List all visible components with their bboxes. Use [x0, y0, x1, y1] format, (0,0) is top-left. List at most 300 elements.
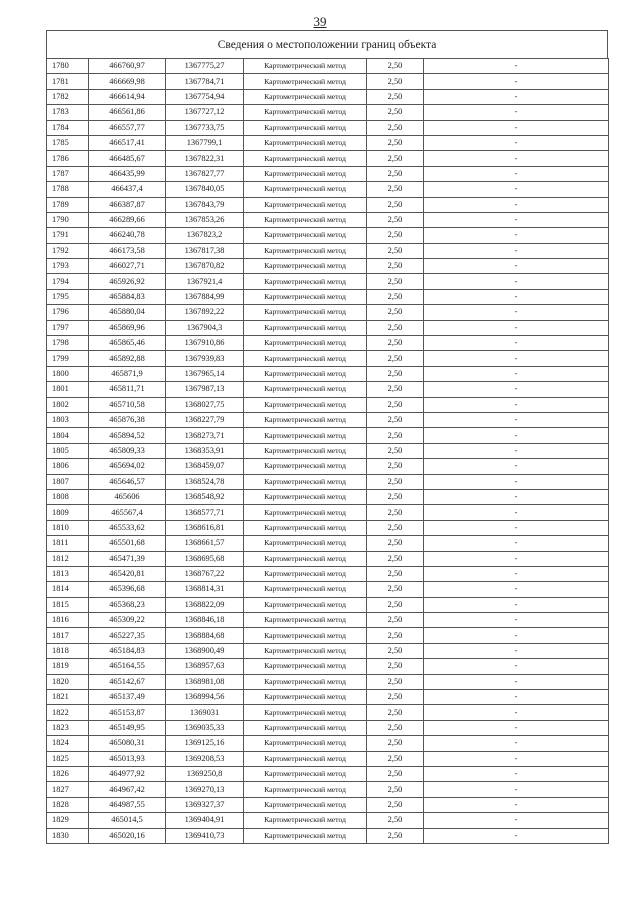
description-cell: - — [424, 613, 609, 628]
table-row — [47, 382, 609, 397]
y-coordinate-cell: 1368661,57 — [166, 536, 244, 551]
point-number-cell: 1794 — [47, 274, 89, 289]
point-number-cell: 1783 — [47, 105, 89, 120]
description-cell: - — [424, 182, 609, 197]
table-row — [47, 536, 609, 551]
method-cell: Картометрический метод — [244, 813, 367, 828]
table-row — [47, 674, 609, 689]
x-coordinate-cell: 466669,98 — [89, 74, 166, 89]
y-coordinate-cell: 1367827,77 — [166, 166, 244, 181]
y-coordinate-cell: 1367754,94 — [166, 89, 244, 104]
point-number-cell: 1791 — [47, 228, 89, 243]
description-cell: - — [424, 412, 609, 427]
y-coordinate-cell: 1367822,31 — [166, 151, 244, 166]
y-coordinate-cell: 1369404,91 — [166, 813, 244, 828]
y-coordinate-cell: 1368273,71 — [166, 428, 244, 443]
table-row — [47, 166, 609, 181]
point-number-cell: 1788 — [47, 182, 89, 197]
point-number-cell: 1795 — [47, 289, 89, 304]
accuracy-cell: 2,50 — [367, 243, 424, 258]
y-coordinate-cell: 1368994,56 — [166, 690, 244, 705]
accuracy-cell: 2,50 — [367, 274, 424, 289]
accuracy-cell: 2,50 — [367, 705, 424, 720]
x-coordinate-cell: 466485,67 — [89, 151, 166, 166]
point-number-cell: 1782 — [47, 89, 89, 104]
method-cell: Картометрический метод — [244, 151, 367, 166]
x-coordinate-cell: 465137,49 — [89, 690, 166, 705]
accuracy-cell: 2,50 — [367, 366, 424, 381]
accuracy-cell: 2,50 — [367, 505, 424, 520]
description-cell: - — [424, 566, 609, 581]
y-coordinate-cell: 1368767,22 — [166, 566, 244, 581]
point-number-cell: 1780 — [47, 59, 89, 74]
table-row — [47, 813, 609, 828]
point-number-cell: 1830 — [47, 828, 89, 843]
description-cell: - — [424, 135, 609, 150]
accuracy-cell: 2,50 — [367, 74, 424, 89]
method-cell: Картометрический метод — [244, 259, 367, 274]
method-cell: Картометрический метод — [244, 397, 367, 412]
point-number-cell: 1809 — [47, 505, 89, 520]
table-row — [47, 351, 609, 366]
accuracy-cell: 2,50 — [367, 597, 424, 612]
x-coordinate-cell: 466561,86 — [89, 105, 166, 120]
x-coordinate-cell: 466289,66 — [89, 212, 166, 227]
method-cell: Картометрический метод — [244, 305, 367, 320]
table-row — [47, 566, 609, 581]
table-row — [47, 505, 609, 520]
method-cell: Картометрический метод — [244, 443, 367, 458]
accuracy-cell: 2,50 — [367, 151, 424, 166]
table-row — [47, 289, 609, 304]
table-row — [47, 643, 609, 658]
table-row — [47, 197, 609, 212]
method-cell: Картометрический метод — [244, 412, 367, 427]
point-number-cell: 1823 — [47, 720, 89, 735]
point-number-cell: 1793 — [47, 259, 89, 274]
accuracy-cell: 2,50 — [367, 690, 424, 705]
description-cell: - — [424, 382, 609, 397]
table-title: Сведения о местоположении границ объекта — [46, 30, 608, 58]
description-cell: - — [424, 690, 609, 705]
x-coordinate-cell: 466387,87 — [89, 197, 166, 212]
x-coordinate-cell: 465694,02 — [89, 459, 166, 474]
y-coordinate-cell: 1369035,33 — [166, 720, 244, 735]
accuracy-cell: 2,50 — [367, 412, 424, 427]
y-coordinate-cell: 1369410,73 — [166, 828, 244, 843]
accuracy-cell: 2,50 — [367, 259, 424, 274]
y-coordinate-cell: 1367904,3 — [166, 320, 244, 335]
table-row — [47, 259, 609, 274]
accuracy-cell: 2,50 — [367, 751, 424, 766]
x-coordinate-cell: 465420,81 — [89, 566, 166, 581]
method-cell: Картометрический метод — [244, 274, 367, 289]
description-cell: - — [424, 151, 609, 166]
table-row — [47, 135, 609, 150]
y-coordinate-cell: 1367965,14 — [166, 366, 244, 381]
y-coordinate-cell: 1368548,92 — [166, 489, 244, 504]
table-row — [47, 690, 609, 705]
description-cell: - — [424, 289, 609, 304]
accuracy-cell: 2,50 — [367, 443, 424, 458]
x-coordinate-cell: 465164,55 — [89, 659, 166, 674]
y-coordinate-cell: 1369270,13 — [166, 782, 244, 797]
accuracy-cell: 2,50 — [367, 305, 424, 320]
x-coordinate-cell: 465396,68 — [89, 582, 166, 597]
table-row — [47, 305, 609, 320]
table-row — [47, 520, 609, 535]
point-number-cell: 1801 — [47, 382, 89, 397]
method-cell: Картометрический метод — [244, 105, 367, 120]
accuracy-cell: 2,50 — [367, 659, 424, 674]
method-cell: Картометрический метод — [244, 428, 367, 443]
method-cell: Картометрический метод — [244, 690, 367, 705]
description-cell: - — [424, 166, 609, 181]
x-coordinate-cell: 466557,77 — [89, 120, 166, 135]
method-cell: Картометрический метод — [244, 166, 367, 181]
y-coordinate-cell: 1368027,75 — [166, 397, 244, 412]
description-cell: - — [424, 674, 609, 689]
point-number-cell: 1829 — [47, 813, 89, 828]
y-coordinate-cell: 1369327,37 — [166, 797, 244, 812]
point-number-cell: 1813 — [47, 566, 89, 581]
table-row — [47, 105, 609, 120]
accuracy-cell: 2,50 — [367, 643, 424, 658]
description-cell: - — [424, 628, 609, 643]
point-number-cell: 1804 — [47, 428, 89, 443]
table-row — [47, 720, 609, 735]
table-row — [47, 397, 609, 412]
table-row — [47, 228, 609, 243]
method-cell: Картометрический метод — [244, 782, 367, 797]
y-coordinate-cell: 1368227,79 — [166, 412, 244, 427]
y-coordinate-cell: 1368822,09 — [166, 597, 244, 612]
method-cell: Картометрический метод — [244, 582, 367, 597]
accuracy-cell: 2,50 — [367, 582, 424, 597]
y-coordinate-cell: 1367892,22 — [166, 305, 244, 320]
method-cell: Картометрический метод — [244, 289, 367, 304]
description-cell: - — [424, 489, 609, 504]
table-row — [47, 751, 609, 766]
x-coordinate-cell: 465309,22 — [89, 613, 166, 628]
table-row — [47, 320, 609, 335]
table-row — [47, 120, 609, 135]
point-number-cell: 1802 — [47, 397, 89, 412]
x-coordinate-cell: 465149,95 — [89, 720, 166, 735]
method-cell: Картометрический метод — [244, 736, 367, 751]
table-row — [47, 274, 609, 289]
description-cell: - — [424, 659, 609, 674]
method-cell: Картометрический метод — [244, 366, 367, 381]
accuracy-cell: 2,50 — [367, 782, 424, 797]
y-coordinate-cell: 1367843,79 — [166, 197, 244, 212]
x-coordinate-cell: 465142,67 — [89, 674, 166, 689]
x-coordinate-cell: 465020,16 — [89, 828, 166, 843]
description-cell: - — [424, 813, 609, 828]
accuracy-cell: 2,50 — [367, 135, 424, 150]
x-coordinate-cell: 464977,92 — [89, 766, 166, 781]
x-coordinate-cell: 465567,4 — [89, 505, 166, 520]
method-cell: Картометрический метод — [244, 628, 367, 643]
description-cell: - — [424, 197, 609, 212]
description-cell: - — [424, 459, 609, 474]
point-number-cell: 1787 — [47, 166, 89, 181]
method-cell: Картометрический метод — [244, 797, 367, 812]
accuracy-cell: 2,50 — [367, 766, 424, 781]
method-cell: Картометрический метод — [244, 766, 367, 781]
table-row — [47, 443, 609, 458]
table-row — [47, 59, 609, 74]
y-coordinate-cell: 1367853,26 — [166, 212, 244, 227]
method-cell: Картометрический метод — [244, 243, 367, 258]
method-cell: Картометрический метод — [244, 351, 367, 366]
accuracy-cell: 2,50 — [367, 566, 424, 581]
table-row — [47, 797, 609, 812]
x-coordinate-cell: 465606 — [89, 489, 166, 504]
coordinates-table-body — [47, 59, 609, 844]
table-row — [47, 766, 609, 781]
x-coordinate-cell: 466437,4 — [89, 182, 166, 197]
method-cell: Картометрический метод — [244, 382, 367, 397]
method-cell: Картометрический метод — [244, 705, 367, 720]
point-number-cell: 1796 — [47, 305, 89, 320]
description-cell: - — [424, 536, 609, 551]
point-number-cell: 1799 — [47, 351, 89, 366]
x-coordinate-cell: 465014,5 — [89, 813, 166, 828]
x-coordinate-cell: 464987,55 — [89, 797, 166, 812]
method-cell: Картометрический метод — [244, 551, 367, 566]
table-row — [47, 828, 609, 843]
x-coordinate-cell: 466027,71 — [89, 259, 166, 274]
point-number-cell: 1798 — [47, 336, 89, 351]
table-row — [47, 212, 609, 227]
method-cell: Картометрический метод — [244, 720, 367, 735]
description-cell: - — [424, 736, 609, 751]
point-number-cell: 1792 — [47, 243, 89, 258]
description-cell: - — [424, 74, 609, 89]
description-cell: - — [424, 766, 609, 781]
point-number-cell: 1800 — [47, 366, 89, 381]
point-number-cell: 1824 — [47, 736, 89, 751]
accuracy-cell: 2,50 — [367, 397, 424, 412]
description-cell: - — [424, 336, 609, 351]
accuracy-cell: 2,50 — [367, 813, 424, 828]
description-cell: - — [424, 474, 609, 489]
accuracy-cell: 2,50 — [367, 197, 424, 212]
x-coordinate-cell: 465368,23 — [89, 597, 166, 612]
y-coordinate-cell: 1367817,38 — [166, 243, 244, 258]
x-coordinate-cell: 465869,96 — [89, 320, 166, 335]
point-number-cell: 1806 — [47, 459, 89, 474]
method-cell: Картометрический метод — [244, 182, 367, 197]
accuracy-cell: 2,50 — [367, 520, 424, 535]
y-coordinate-cell: 1367870,82 — [166, 259, 244, 274]
y-coordinate-cell: 1369208,53 — [166, 751, 244, 766]
y-coordinate-cell: 1368695,68 — [166, 551, 244, 566]
point-number-cell: 1811 — [47, 536, 89, 551]
method-cell: Картометрический метод — [244, 674, 367, 689]
description-cell: - — [424, 305, 609, 320]
y-coordinate-cell: 1368884,68 — [166, 628, 244, 643]
description-cell: - — [424, 643, 609, 658]
accuracy-cell: 2,50 — [367, 351, 424, 366]
accuracy-cell: 2,50 — [367, 182, 424, 197]
method-cell: Картометрический метод — [244, 566, 367, 581]
method-cell: Картометрический метод — [244, 520, 367, 535]
method-cell: Картометрический метод — [244, 228, 367, 243]
description-cell: - — [424, 105, 609, 120]
table-row — [47, 597, 609, 612]
accuracy-cell: 2,50 — [367, 674, 424, 689]
point-number-cell: 1785 — [47, 135, 89, 150]
table-row — [47, 551, 609, 566]
accuracy-cell: 2,50 — [367, 382, 424, 397]
table-row — [47, 736, 609, 751]
point-number-cell: 1828 — [47, 797, 89, 812]
x-coordinate-cell: 466614,94 — [89, 89, 166, 104]
table-row — [47, 489, 609, 504]
accuracy-cell: 2,50 — [367, 628, 424, 643]
point-number-cell: 1781 — [47, 74, 89, 89]
x-coordinate-cell: 465876,38 — [89, 412, 166, 427]
coordinates-table — [46, 58, 609, 844]
method-cell: Картометрический метод — [244, 320, 367, 335]
y-coordinate-cell: 1368353,91 — [166, 443, 244, 458]
x-coordinate-cell: 465646,57 — [89, 474, 166, 489]
description-cell: - — [424, 366, 609, 381]
x-coordinate-cell: 465227,35 — [89, 628, 166, 643]
description-cell: - — [424, 597, 609, 612]
description-cell: - — [424, 259, 609, 274]
accuracy-cell: 2,50 — [367, 166, 424, 181]
description-cell: - — [424, 212, 609, 227]
accuracy-cell: 2,50 — [367, 536, 424, 551]
y-coordinate-cell: 1369031 — [166, 705, 244, 720]
table-row — [47, 366, 609, 381]
method-cell: Картометрический метод — [244, 828, 367, 843]
point-number-cell: 1808 — [47, 489, 89, 504]
y-coordinate-cell: 1368900,49 — [166, 643, 244, 658]
accuracy-cell: 2,50 — [367, 736, 424, 751]
point-number-cell: 1803 — [47, 412, 89, 427]
description-cell: - — [424, 520, 609, 535]
method-cell: Картометрический метод — [244, 120, 367, 135]
description-cell: - — [424, 59, 609, 74]
y-coordinate-cell: 1367733,75 — [166, 120, 244, 135]
x-coordinate-cell: 465471,39 — [89, 551, 166, 566]
table-row — [47, 474, 609, 489]
method-cell: Картометрический метод — [244, 89, 367, 104]
description-cell: - — [424, 89, 609, 104]
table-row — [47, 628, 609, 643]
x-coordinate-cell: 465533,62 — [89, 520, 166, 535]
accuracy-cell: 2,50 — [367, 489, 424, 504]
point-number-cell: 1797 — [47, 320, 89, 335]
point-number-cell: 1819 — [47, 659, 89, 674]
method-cell: Картометрический метод — [244, 474, 367, 489]
method-cell: Картометрический метод — [244, 536, 367, 551]
point-number-cell: 1812 — [47, 551, 89, 566]
description-cell: - — [424, 428, 609, 443]
table-row — [47, 182, 609, 197]
method-cell: Картометрический метод — [244, 751, 367, 766]
y-coordinate-cell: 1367840,05 — [166, 182, 244, 197]
description-cell: - — [424, 782, 609, 797]
accuracy-cell: 2,50 — [367, 797, 424, 812]
x-coordinate-cell: 465865,46 — [89, 336, 166, 351]
description-cell: - — [424, 720, 609, 735]
table-row — [47, 582, 609, 597]
point-number-cell: 1784 — [47, 120, 89, 135]
table-row — [47, 412, 609, 427]
description-cell: - — [424, 351, 609, 366]
x-coordinate-cell: 465884,83 — [89, 289, 166, 304]
boundary-table-sheet — [46, 30, 608, 844]
x-coordinate-cell: 465894,52 — [89, 428, 166, 443]
point-number-cell: 1816 — [47, 613, 89, 628]
accuracy-cell: 2,50 — [367, 228, 424, 243]
y-coordinate-cell: 1369125,16 — [166, 736, 244, 751]
point-number-cell: 1807 — [47, 474, 89, 489]
x-coordinate-cell: 466517,41 — [89, 135, 166, 150]
table-row — [47, 428, 609, 443]
x-coordinate-cell: 465926,92 — [89, 274, 166, 289]
description-cell: - — [424, 797, 609, 812]
x-coordinate-cell: 465871,9 — [89, 366, 166, 381]
y-coordinate-cell: 1367987,13 — [166, 382, 244, 397]
table-row — [47, 705, 609, 720]
x-coordinate-cell: 466435,99 — [89, 166, 166, 181]
x-coordinate-cell: 466240,78 — [89, 228, 166, 243]
y-coordinate-cell: 1368814,31 — [166, 582, 244, 597]
method-cell: Картометрический метод — [244, 197, 367, 212]
x-coordinate-cell: 465080,31 — [89, 736, 166, 751]
point-number-cell: 1826 — [47, 766, 89, 781]
table-row — [47, 89, 609, 104]
description-cell: - — [424, 228, 609, 243]
point-number-cell: 1786 — [47, 151, 89, 166]
point-number-cell: 1790 — [47, 212, 89, 227]
accuracy-cell: 2,50 — [367, 613, 424, 628]
page-number: 39 — [313, 14, 327, 29]
x-coordinate-cell: 465184,83 — [89, 643, 166, 658]
y-coordinate-cell: 1368616,81 — [166, 520, 244, 535]
table-row — [47, 659, 609, 674]
method-cell: Картометрический метод — [244, 74, 367, 89]
accuracy-cell: 2,50 — [367, 551, 424, 566]
table-row — [47, 613, 609, 628]
method-cell: Картометрический метод — [244, 59, 367, 74]
point-number-cell: 1825 — [47, 751, 89, 766]
accuracy-cell: 2,50 — [367, 212, 424, 227]
method-cell: Картометрический метод — [244, 459, 367, 474]
accuracy-cell: 2,50 — [367, 120, 424, 135]
y-coordinate-cell: 1367823,2 — [166, 228, 244, 243]
accuracy-cell: 2,50 — [367, 474, 424, 489]
accuracy-cell: 2,50 — [367, 828, 424, 843]
x-coordinate-cell: 466173,58 — [89, 243, 166, 258]
method-cell: Картометрический метод — [244, 489, 367, 504]
point-number-cell: 1815 — [47, 597, 89, 612]
y-coordinate-cell: 1367799,1 — [166, 135, 244, 150]
point-number-cell: 1820 — [47, 674, 89, 689]
table-row — [47, 459, 609, 474]
method-cell: Картометрический метод — [244, 505, 367, 520]
accuracy-cell: 2,50 — [367, 289, 424, 304]
table-row — [47, 243, 609, 258]
accuracy-cell: 2,50 — [367, 428, 424, 443]
table-row — [47, 74, 609, 89]
